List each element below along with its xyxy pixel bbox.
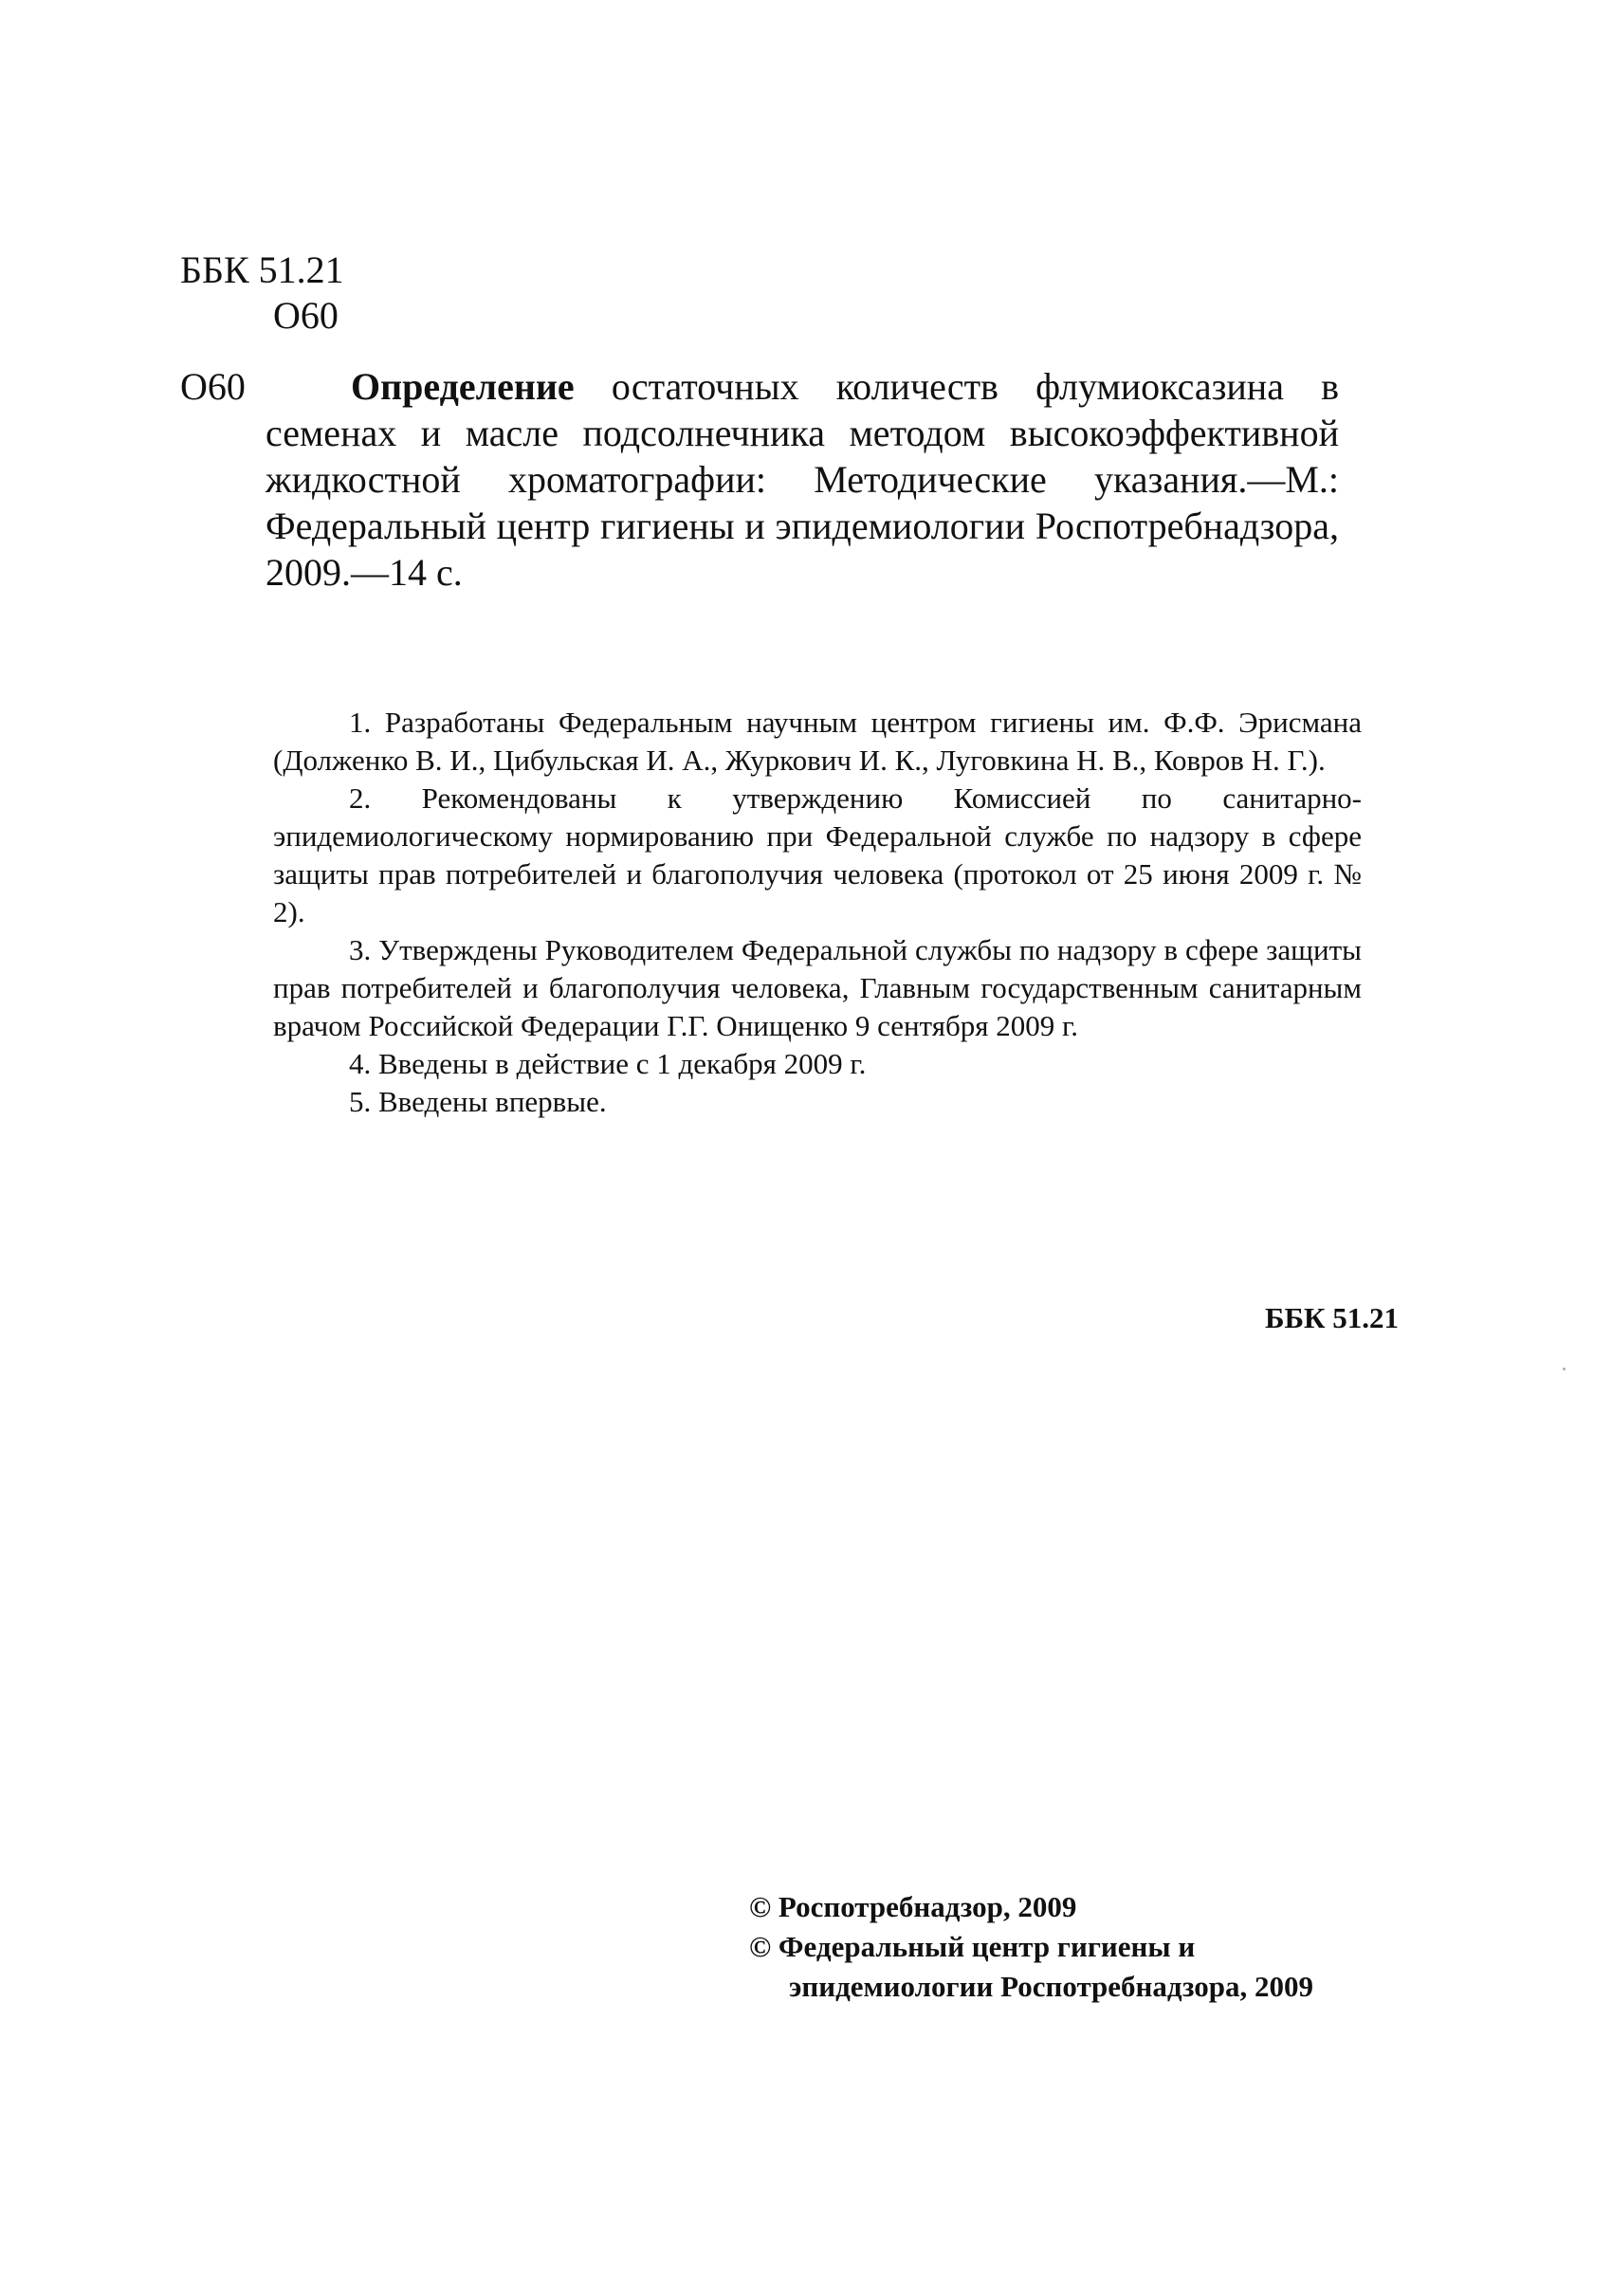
note-item: 2. Рекомендованы к утверждению Комиссией по санитарно-эпидемиологическому нормированию при Федеральной службе по надзору в сфере защиты прав потребителей и благополучия человека (протокол от 25 июня 2009 г. № 2). [273,781,1362,928]
bibliographic-title-lead: Определение [351,365,575,408]
copyright-block [749,1887,1313,2007]
note-item: 3. Утверждены Руководителем Федеральной службы по надзору в сфере защиты прав потребителей и благополучия человека, Главным государственным санитарным врачом Российской Федерации Г.Г. Онищенко 9 сентября 2009 г. [273,933,1362,1042]
copyright-line: эпидемиологии Роспотребнадзора, 2009 [789,1970,1313,2003]
bibliographic-text: остаточных количеств флумиоксазина в семенах и масле подсолнечника методом высокоэффективной жидкостной хроматографии: Методические указания.—М.: Федеральный центр гигиены и эпидемиологии Роспотребнадзора, 2009.—14 с. [266,365,1339,594]
note-item: 1. Разработаны Федеральным научным центром гигиены им. Ф.Ф. Эрисмана (Долженко В. И., Цибульская И. А., Журкович И. К., Луговкина Н. В., Ковров Н. Г.). [273,706,1362,777]
bbk-code: ББК 51.21 [180,248,344,291]
note-item: 4. Введены в действие с 1 декабря 2009 г. [349,1047,867,1080]
author-mark: О60 [273,294,339,337]
scan-speck [1563,1368,1566,1370]
publication-notes [273,704,1362,1121]
entry-author-mark: О60 [180,365,246,408]
footer-bbk-code: ББК 51.21 [1265,1301,1399,1334]
bibliographic-description [266,363,1339,596]
copyright-line: © Роспотребнадзор, 2009 [749,1890,1077,1923]
note-item: 5. Введены впервые. [349,1085,607,1118]
copyright-line: © Федеральный центр гигиены и [749,1930,1196,1963]
